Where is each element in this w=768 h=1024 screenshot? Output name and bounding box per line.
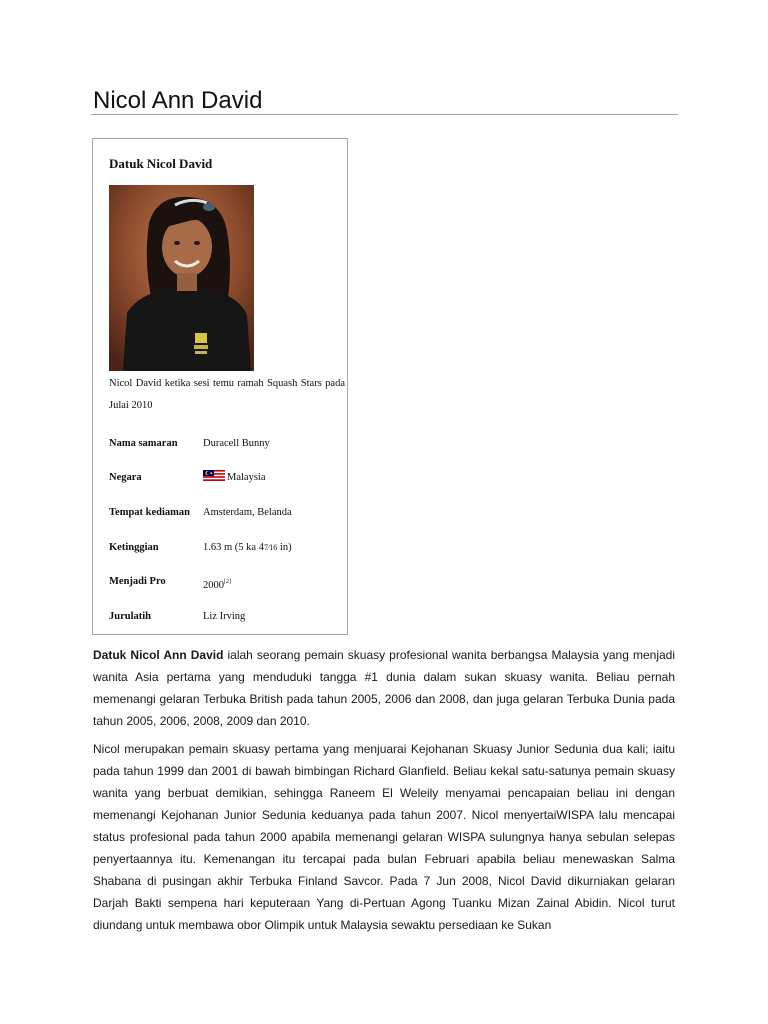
pro-year: 2000 xyxy=(203,580,224,591)
image-caption: Nicol David ketika sesi temu ramah Squash Stars pada Julai 2010 xyxy=(109,378,345,411)
infobox-label: Ketinggian xyxy=(109,542,159,553)
height-unit: in) xyxy=(277,542,292,553)
infobox-label: Menjadi Pro xyxy=(109,576,166,587)
infobox-row-pro-year xyxy=(109,574,345,590)
title-divider xyxy=(91,114,678,115)
infobox-value xyxy=(203,470,266,486)
career-paragraph: Nicol merupakan pemain skuasy pertama yang menjuarai Kejohanan Skuasy Junior Sedunia dua kali; iaitu pada tahun 1999 dan 2001 di bawah bimbingan Richard Glanfield. Beliau kekal satu-satunya pemain skuasy wanita yang berbuat demikian, sehingga Raneem El Weleily menyamai pencapaian beliau ini dengan memenangi Kejohanan Junior Sedunia keduanya pada tahun 2007. Nicol menyertaiWISPA lalu mencapai status profesional pada tahun 2000 apabila memenangi gelaran WISPA sulungnya hanya sebulan selepas penyertaannya itu. Kemenangan itu tercapai pada bulan Februari apabila beliau menewaskan Salma Shabana di pusingan akhir Terbuka Finland Savcor. Pada 7 Jun 2008, Nicol David dikurniakan gelaran Darjah Bakti sempena hari keputeraan Yang di-Pertuan Agong Tuanku Mizan Zainal Abidin. Nicol turut diundang untuk membawa obor Olimpik untuk Malaysia sewaktu persediaan ke Sukan xyxy=(93,742,675,932)
infobox-row-residence xyxy=(109,505,345,521)
infobox-row-coach xyxy=(109,609,345,625)
intro-text: ialah seorang pemain skuasy profesional wanita berbangsa Malaysia yang menjadi wanita Asia pertama yang menduduki tangga #1 dunia dalam sukan skuasy wanita. Beliau pernah memenangi gelaran Terbuka British pada tahun 2005, 2006 dan 2008, dan juga gelaran Terbuka Dunia pada tahun 2005, 2006, 2008, 2009 dan 2010. xyxy=(93,648,675,728)
infobox-value: Duracell Bunny xyxy=(203,438,270,449)
height-value: 1.63 m (5 ka 4 xyxy=(203,542,264,553)
infobox-heading: Datuk Nicol David xyxy=(109,156,213,171)
infobox-value: Liz Irving xyxy=(203,611,246,622)
infobox-label: Nama samaran xyxy=(109,438,178,449)
page-title: Nicol Ann David xyxy=(93,87,263,114)
infobox-value xyxy=(203,574,231,594)
infobox-row-nickname xyxy=(109,436,345,452)
infobox-value: Amsterdam, Belanda xyxy=(203,507,292,518)
height-fraction: 7⁄16 xyxy=(263,543,278,552)
infobox-value xyxy=(203,540,292,556)
reference-link[interactable]: [2] xyxy=(224,579,231,585)
portrait-photo xyxy=(109,185,254,371)
subject-name: Datuk Nicol Ann David xyxy=(93,648,224,662)
infobox-label: Jurulatih xyxy=(109,611,152,622)
intro-paragraph xyxy=(93,644,675,732)
infobox xyxy=(92,138,348,635)
infobox-row-country xyxy=(109,470,345,486)
infobox-row-height xyxy=(109,540,345,556)
infobox-label: Tempat kediaman xyxy=(109,507,191,518)
country-name: Malaysia xyxy=(227,472,266,483)
infobox-label: Negara xyxy=(109,472,142,483)
malaysia-flag-icon xyxy=(203,470,225,481)
